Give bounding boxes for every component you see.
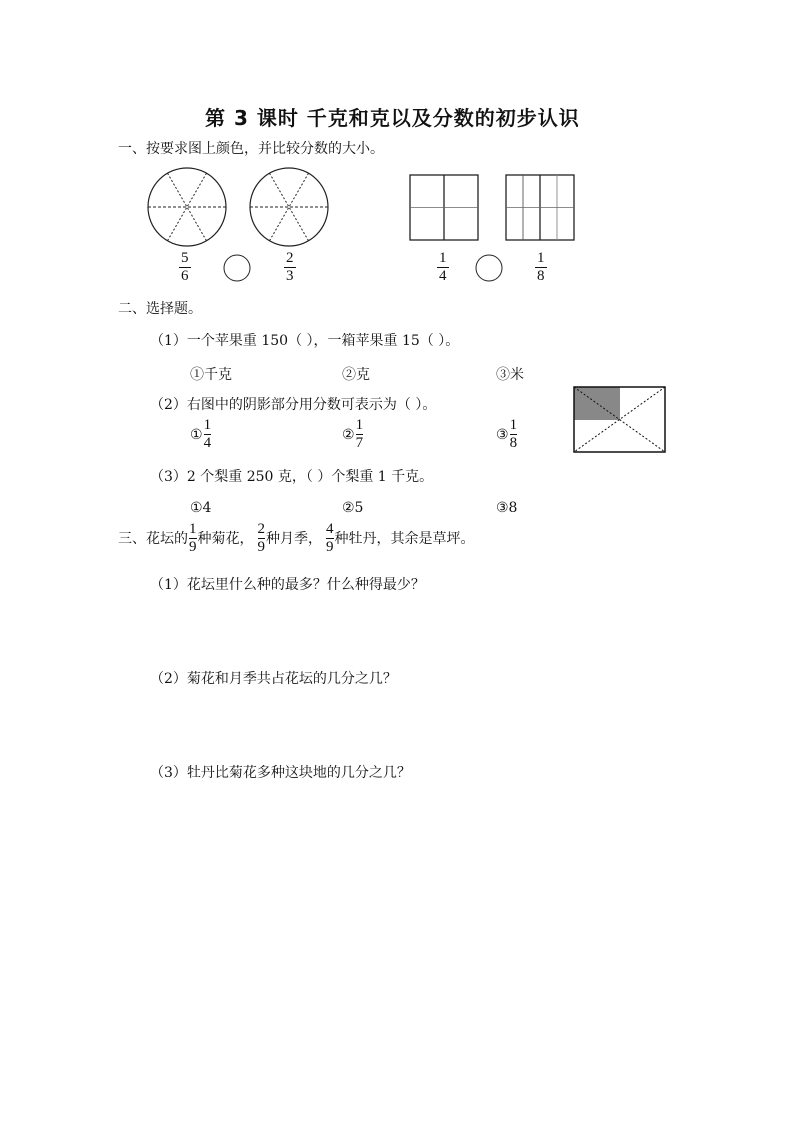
fraction-4-9: $\frac{4}{9}$	[326, 521, 334, 555]
question-3-2: （2）菊花和月季共占花坛的几分之几？	[150, 671, 397, 687]
question-3-1: （1）花坛里什么种的最多？什么种得最少？	[150, 577, 425, 593]
fraction: $\frac{1}{8}$	[509, 417, 518, 451]
fraction: $\frac{1}{4}$	[203, 417, 212, 451]
option-5: ②5	[342, 500, 364, 516]
question-3-3: （3）牡丹比菊花多种这块地的几分之几？	[150, 765, 411, 781]
option-kilogram: ①千克	[190, 367, 232, 383]
fraction-1-8: 1 8	[537, 250, 545, 284]
option-meter: ③米	[496, 367, 524, 383]
section1-heading: 一、按要求图上颜色，并比较分数的大小。	[118, 141, 384, 157]
question-2-2: （2）右图中的阴影部分用分数可表示为（ ）。	[150, 397, 437, 413]
option-8: ③8	[496, 500, 518, 516]
fraction-2-9: $\frac{2}{9}$	[257, 521, 265, 555]
fraction-1-4: 1 4	[439, 250, 447, 284]
question-2-3: （3）2 个梨重 250 克，（ ）个梨重 1 千克。	[150, 469, 434, 485]
option-1-7: ② $\frac{1}{7}$	[342, 417, 364, 451]
page-title: 第 3 课时 千克和克以及分数的初步认识	[205, 106, 580, 130]
section3-heading: 三、花坛的 $\frac{1}{9}$ 种菊花， $\frac{2}{9}$ 种月季， $\frac{4}{9}$ 种牡丹，其余是草坪。	[118, 521, 475, 555]
question-2-1: （1）一个苹果重 150（ ），一箱苹果重 15（ ）。	[150, 333, 460, 349]
option-1-8: ③ $\frac{1}{8}$	[496, 417, 518, 451]
fraction-5-6: 5 6	[181, 250, 189, 284]
option-1-4: ① $\frac{1}{4}$	[190, 417, 212, 451]
option-4: ①4	[190, 500, 212, 516]
fraction: $\frac{1}{7}$	[355, 417, 364, 451]
section2-heading: 二、选择题。	[118, 301, 202, 317]
fraction-1-9: $\frac{1}{9}$	[189, 521, 197, 555]
fraction-2-3: 2 3	[286, 250, 294, 284]
option-gram: ②克	[342, 367, 370, 383]
